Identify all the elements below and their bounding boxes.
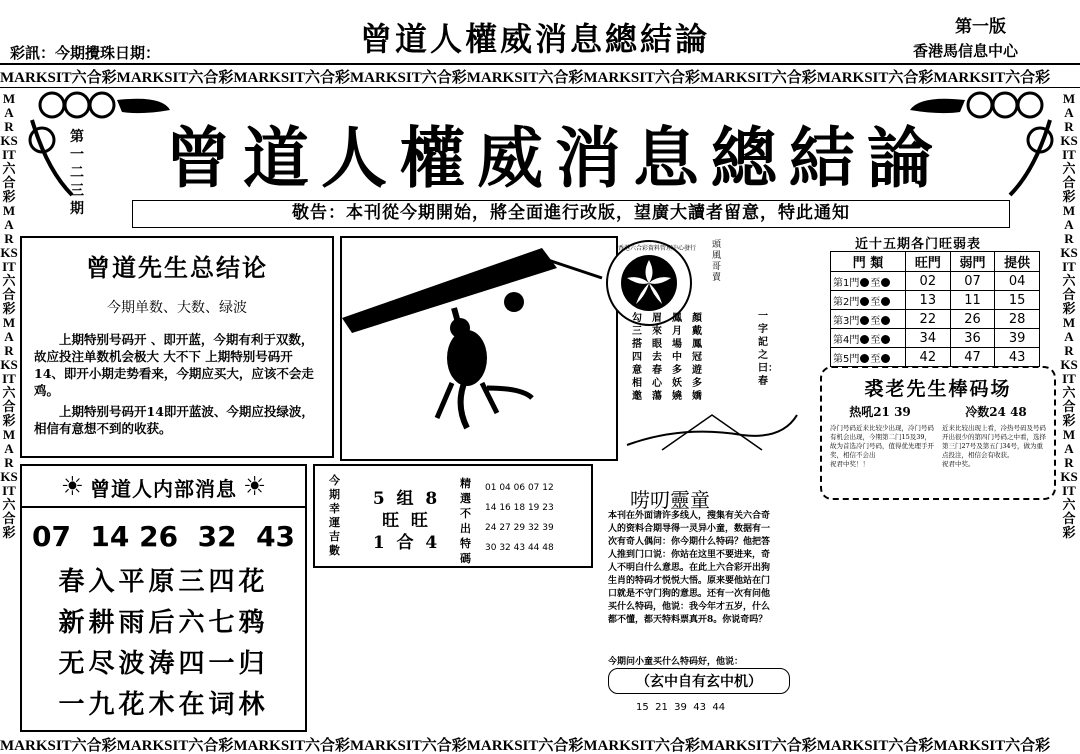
top-rule-2 [0,87,1080,88]
poem-col-4: 眉 來 眼 去 春 心 蕩 [652,313,662,402]
sun-icon: ☀ [60,472,84,502]
right-ticker: MARKSIT六合彩MARKSIT六合彩MARKSIT六合彩MARKSIT六合彩 [1060,92,1078,540]
table-row [831,310,1040,329]
cell-weak: 47 [950,348,995,367]
inside-line-3: 无尽波涛四一归 [58,649,269,679]
emblem-caption: 香港六合彩資料管理中心發行 [617,245,696,252]
cell-hot: 02 [906,272,951,291]
summary-para-1: 上期特别号码开 、即开蓝，今期有利于双数，故应投注单数机会极大 大不下 上期特别号码开14、即开小期走势看来，今期应买大，应该不会走鸡。 [34,332,314,398]
header-left-label: 彩訊：今期攪珠日期： [10,44,161,62]
row-label: 第4門 [833,334,860,346]
lottery-left-end: 祝君中奖！！ [830,460,869,468]
combo-nums-4: 30 32 43 44 48 [485,543,554,553]
row-range: 至 [870,277,881,289]
poem-col-2: 顏 戴 鳳 冠 遊 多 嬌 [692,313,702,402]
poem-side: 一字記之曰：春 [758,311,778,387]
cell-provide: 43 [995,348,1040,367]
row-label: 第3門 [833,315,860,327]
cell-hot: 22 [906,310,951,329]
cell-weak: 36 [950,329,995,348]
inside-line-4: 一九花木在词林 [58,690,269,720]
cell-weak: 07 [950,272,995,291]
table-row [831,329,1040,348]
cell-weak: 26 [950,310,995,329]
table-row [831,291,1040,310]
combo-row-2: 旺 旺 [382,511,428,531]
header-title: 曾道人權威消息總結論 [359,20,710,58]
summary-subtitle: 今期单数、大数、绿波 [107,300,247,316]
sun-icon: ☀ [243,472,267,502]
top-ticker: MARKSIT六合彩MARKSIT六合彩MARKSIT六合彩MARKSIT六合彩MARKSIT六合彩MARKSIT六合彩MARKSIT六合彩MARKSIT六合彩MARKSIT六合彩 [0,70,1051,86]
top-rule [0,63,1080,65]
summary-box [20,236,334,458]
publisher-label: 香港馬信息中心 [913,42,1019,60]
bottom-ticker: MARKSIT六合彩MARKSIT六合彩MARKSIT六合彩MARKSIT六合彩MARKSIT六合彩MARKSIT六合彩MARKSIT六合彩MARKSIT六合彩MARKSIT六合彩 [0,738,1051,754]
summary-para-2: 上期特别号码开14即开蓝波、今期应投绿波，相信有意想不到的收获。 [34,404,314,436]
row-range: 至 [870,334,881,346]
lottery-right-text: 近来比较出现上看，冷热号码及号码开出很少的第四门号码之中看，选择第三门27号及第五门34号，做为重点投注，相信会有收获。 [942,424,1046,459]
row-label: 第5門 [833,353,860,365]
summary-title: 曾道先生总结论 [86,253,268,282]
gossip-numbers: 15 21 39 43 44 [636,702,726,713]
row-range: 至 [870,353,881,365]
issue-label: 第一二三期 [70,129,84,217]
combo-row-1: 5 组 8 [372,489,438,509]
inside-numbers: 07 14 26 32 43 [31,520,296,553]
row-range: 至 [870,315,881,327]
col-header-hot: 旺門 [906,252,951,272]
banner-title: 曾道人權威消息總結論 [165,119,945,197]
combo-nums-1: 01 04 06 07 12 [485,483,554,493]
gossip-answer: （玄中自有玄中机） [608,668,790,694]
monkey-illustration [342,238,616,459]
cell-provide: 04 [995,272,1040,291]
gossip-question: 今期问小童买什么特码好，他说： [608,657,744,667]
cell-hot: 13 [906,291,951,310]
lottery-box [820,366,1056,500]
col-header-type: 門 類 [831,252,906,272]
stats-title: 近十五期各门旺弱表 [855,237,982,252]
combo-nums-2: 14 16 18 19 23 [485,503,554,513]
inside-title: 曾道人内部消息 [90,476,237,501]
poem-col-3: 鳳 月 場 中 多 妖 嬈 [672,313,682,402]
photo-box [340,236,618,461]
col-header-provide: 提供 [995,252,1040,272]
stats-table [830,251,1040,367]
lottery-left-text: 冷门号码近来比较少出现，冷门号码有机会出现，今期第二门15及39，故为首选冷门号码，值得优先理手开奖，相信不会出 [830,424,934,459]
inside-box [20,464,307,732]
cell-hot: 34 [906,329,951,348]
table-row [831,348,1040,367]
inside-line-1: 春入平原三四花 [58,567,269,597]
combo-label: 精選不出特碼 [460,477,471,565]
gossip-text: 本刊在外面请许多线人，搜集有关六合奇人的资料合期导得一灵异小童，数据有一次有奇人偶问：你今期什么特码？他把答人推到门口说：你站在这里不要进来，奇人不明白什么意思。在此上六合彩开出狗生肖的特码才悦悦大悟。原来要他站在门口就是不守门狗的意思。还有一次有问他买什么特码，他说：我今年才五岁，什么都不懂，都天特料票真开8。你说奇吗？ [608,511,771,625]
left-ticker: MARKSIT六合彩MARKSIT六合彩MARKSIT六合彩MARKSIT六合彩 [0,92,18,540]
poem-col-5: 勾 三 搭 四 意 相 邀 [632,313,642,402]
table-row [831,272,1040,291]
gossip-title: 唠叨靈童 [630,488,710,512]
col-header-weak: 弱門 [950,252,995,272]
cell-provide: 39 [995,329,1040,348]
notice-box [132,200,1010,228]
poem-col-1: 頭 風 哥 賣 [712,240,722,283]
combo-row-3: 1 合 4 [372,533,438,553]
cell-hot: 42 [906,348,951,367]
row-label: 第2門 [833,296,860,308]
lottery-right-end: 祝君中奖。 [942,460,975,468]
row-range: 至 [870,296,881,308]
combo-left-label: 今期幸運吉數 [329,474,340,557]
cold-numbers: 冷数24 48 [965,405,1027,419]
row-label: 第1門 [833,277,860,289]
edition-label: 第一版 [955,17,1006,37]
cell-provide: 28 [995,310,1040,329]
inside-line-2: 新耕雨后六七鸦 [58,608,269,638]
lottery-title: 裘老先生棒码场 [864,378,1012,400]
cell-weak: 11 [950,291,995,310]
combo-nums-3: 24 27 29 32 39 [485,523,554,533]
sketch-illustration [622,395,802,460]
combo-box [313,464,593,568]
notice-text: 敬告：本刊從今期開始，將全面進行改版，望廣大讀者留意，特此通知 [292,203,850,223]
cell-provide: 15 [995,291,1040,310]
hot-numbers: 热吼21 39 [849,405,911,419]
